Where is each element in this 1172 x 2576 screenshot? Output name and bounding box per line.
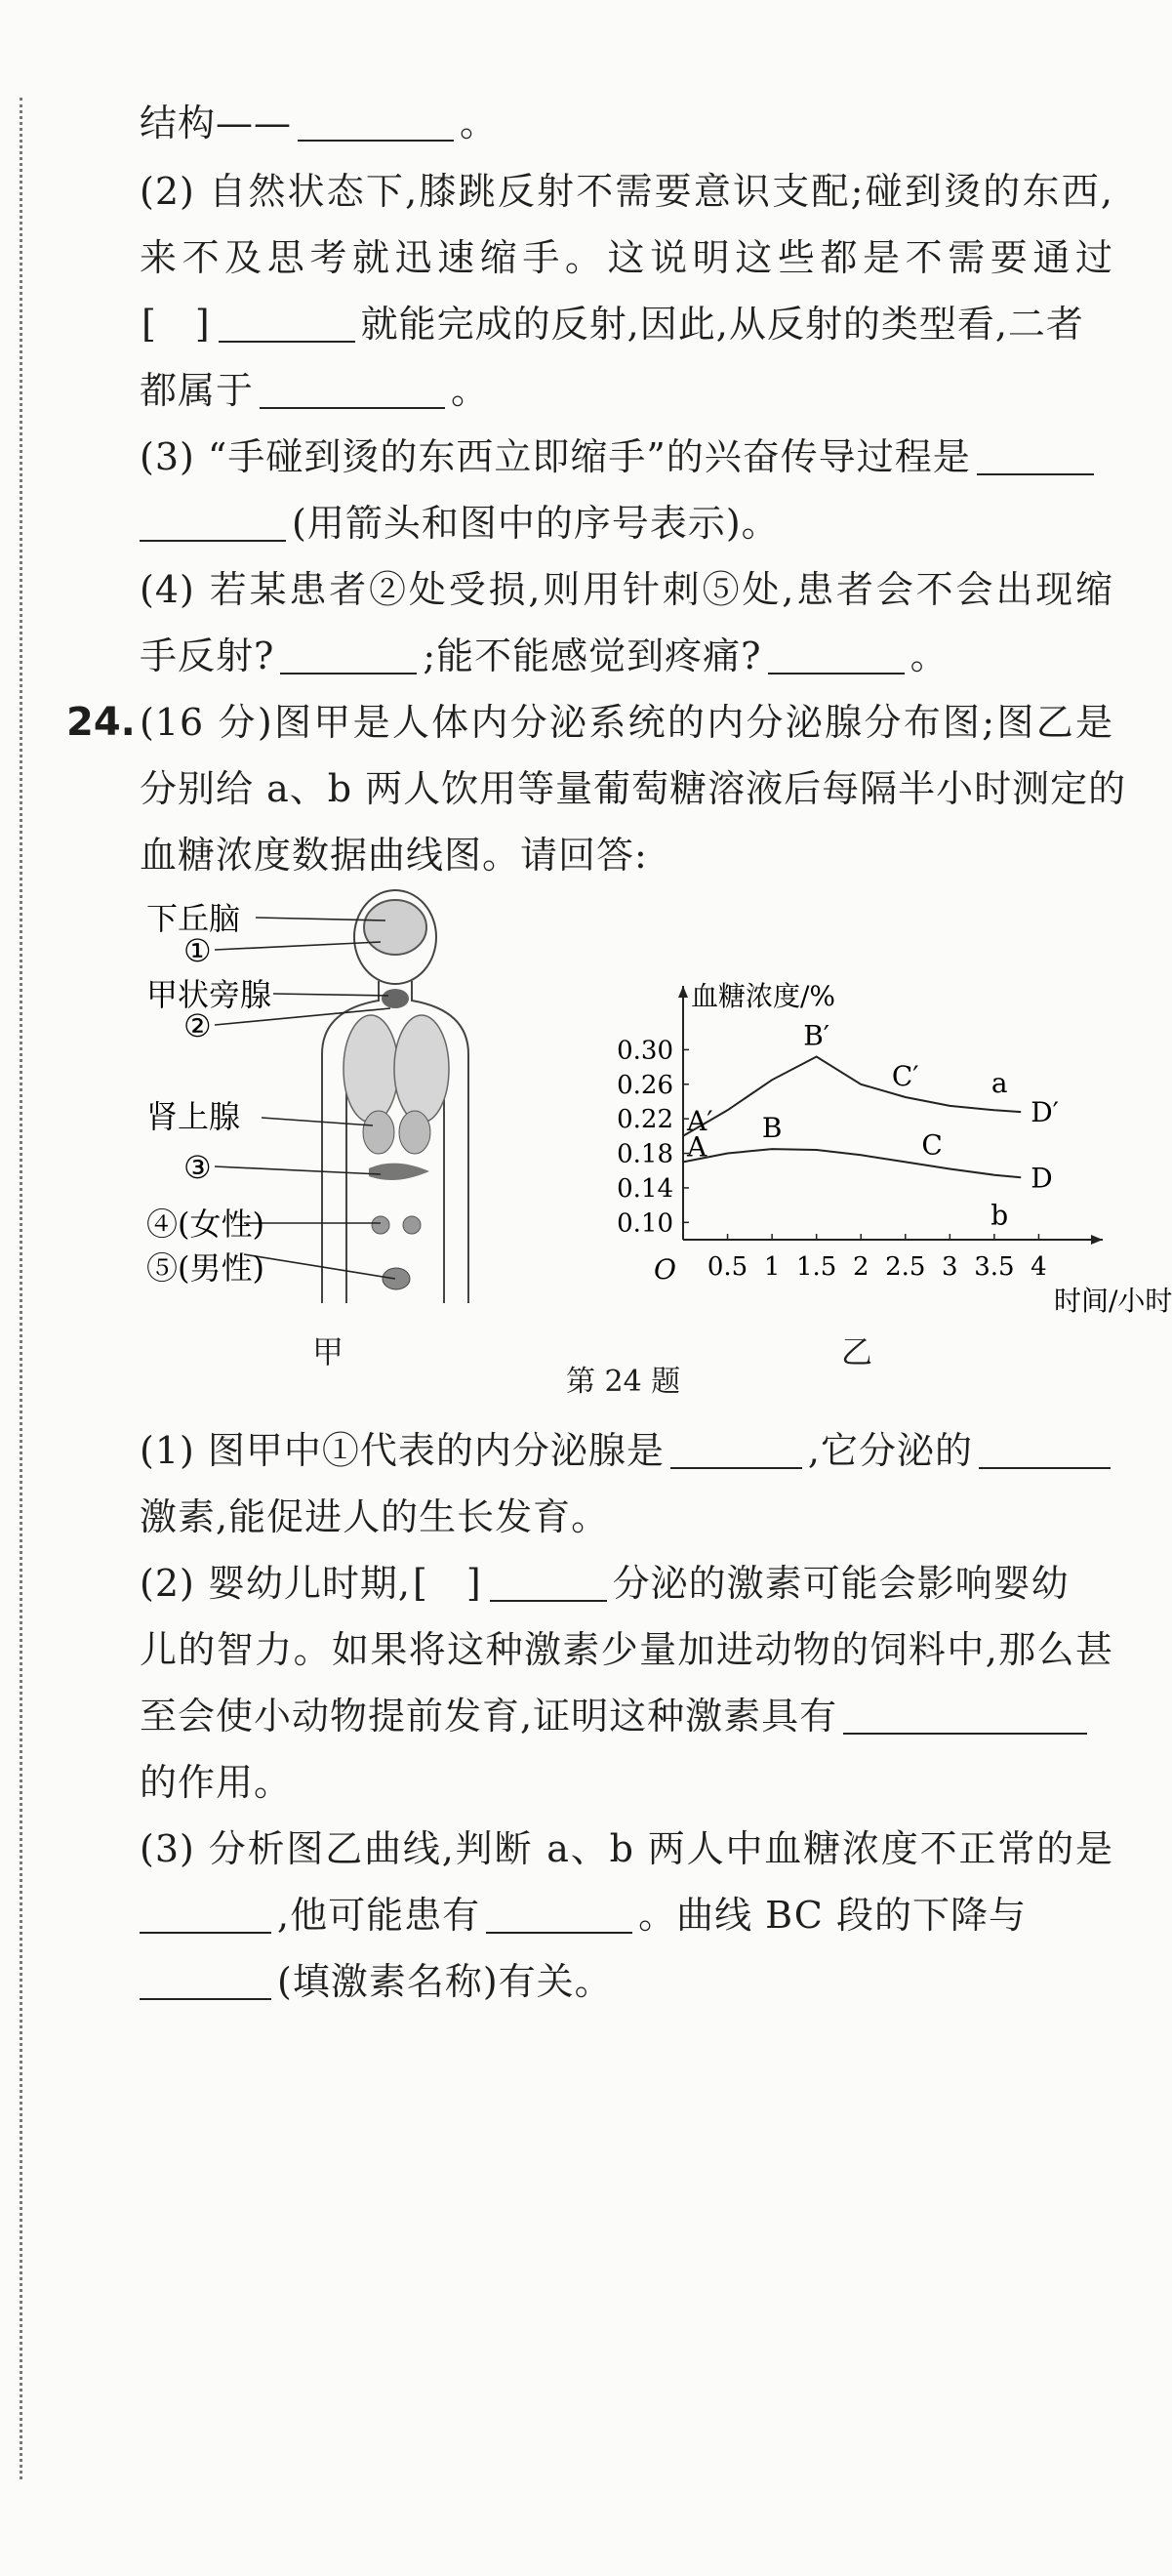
point-label: B bbox=[761, 1112, 783, 1145]
figure-yi-caption: 乙 bbox=[841, 1333, 873, 1370]
pancreas-shape bbox=[369, 1164, 429, 1180]
point-label: D′ bbox=[1031, 1096, 1060, 1129]
x-axis-arrow bbox=[1091, 1235, 1103, 1245]
q24-p3-line2: ,他可能患有 。曲线 BC 段的下降与 bbox=[140, 1890, 1113, 1941]
ovary-left bbox=[372, 1216, 389, 1234]
endocrine-gland-diagram bbox=[146, 883, 517, 1332]
label-parathyroid: 甲状旁腺 bbox=[146, 976, 272, 1013]
q23-p3-line1: (3) “手碰到烫的东西立即缩手”的兴奋传导过程是 bbox=[140, 431, 1113, 482]
label-circled-1: ① bbox=[183, 932, 212, 969]
label-adrenal: 肾上腺 bbox=[146, 1098, 241, 1135]
label-female: ④(女性) bbox=[146, 1206, 264, 1243]
series-name-label: a bbox=[990, 1067, 1008, 1100]
brain-shape bbox=[364, 900, 426, 955]
answer-blank[interactable] bbox=[298, 101, 454, 142]
q23-p3-line2: (用箭头和图中的序号表示)。 bbox=[140, 498, 1113, 549]
y-tick-label: 0.14 bbox=[617, 1173, 673, 1204]
answer-bracket[interactable]: [ ] bbox=[141, 303, 211, 346]
q24-intro-line1: (16 分)图甲是人体内分泌系统的内分泌腺分布图;图乙是 bbox=[140, 701, 1113, 744]
point-label: B′ bbox=[803, 1019, 830, 1052]
x-tick-label: 1.5 bbox=[795, 1252, 837, 1282]
answer-blank[interactable] bbox=[486, 1893, 632, 1934]
answer-blank[interactable] bbox=[768, 634, 905, 675]
answer-blank[interactable] bbox=[219, 302, 355, 343]
q23-p2-line4: 都属于 。 bbox=[140, 369, 490, 412]
y-tick-label: 0.22 bbox=[617, 1105, 673, 1135]
q24-p3-line1: (3) 分析图乙曲线,判断 a、b 两人中血糖浓度不正常的是 bbox=[140, 1827, 1113, 1870]
lung-left bbox=[344, 1015, 398, 1123]
answer-blank[interactable] bbox=[979, 1428, 1111, 1469]
kidney-left bbox=[363, 1111, 394, 1154]
q24-p2-line3: 至会使小动物提前发育,证明这种激素具有 bbox=[140, 1691, 1113, 1741]
answer-blank[interactable] bbox=[260, 368, 445, 409]
point-label: D bbox=[1031, 1162, 1053, 1195]
kidney-right bbox=[399, 1111, 430, 1154]
q24-p1-line2: 激素,能促进人的生长发育。 bbox=[140, 1495, 610, 1538]
q24-p1-line1: (1) 图甲中①代表的内分泌腺是 ,它分泌的 bbox=[140, 1425, 1113, 1476]
point-label: C′ bbox=[891, 1060, 919, 1093]
point-label: A′ bbox=[687, 1104, 713, 1137]
x-tick-label: 0.5 bbox=[707, 1252, 748, 1282]
y-tick-label: 0.26 bbox=[617, 1070, 673, 1100]
figure-jia-caption: 甲 bbox=[312, 1333, 344, 1370]
point-label: C bbox=[921, 1128, 943, 1162]
blood-glucose-chart bbox=[590, 976, 1172, 1337]
label-hypothalamus: 下丘脑 bbox=[146, 900, 241, 937]
lung-right bbox=[394, 1015, 449, 1123]
label-male: ⑤(男性) bbox=[146, 1249, 264, 1287]
ovary-right bbox=[403, 1216, 421, 1234]
x-tick-label: 1 bbox=[763, 1252, 781, 1282]
q23-p2-line3: [ ] 就能完成的反射,因此,从反射的类型看,二者 bbox=[140, 299, 1113, 349]
y-tick-label: 0.10 bbox=[617, 1208, 673, 1239]
series-line-b bbox=[683, 1149, 1021, 1177]
figure-caption: 第 24 题 bbox=[566, 1365, 681, 1399]
q24-p2-line1: (2) 婴幼儿时期,[ ] 分泌的激素可能会影响婴幼 bbox=[140, 1558, 1113, 1609]
answer-blank[interactable] bbox=[670, 1428, 802, 1469]
x-tick-label: 3 bbox=[942, 1252, 958, 1282]
label-circled-3: ③ bbox=[183, 1149, 212, 1186]
x-axis-label: 时间/小时 bbox=[1054, 1285, 1172, 1317]
q23-p4-line1: (4) 若某患者②处受损,则用针刺⑤处,患者会不会出现缩 bbox=[140, 568, 1113, 611]
y-tick-label: 0.18 bbox=[617, 1139, 673, 1169]
x-tick-label: 2 bbox=[852, 1252, 869, 1282]
q24-p3-line3: (填激素名称)有关。 bbox=[140, 1956, 1113, 2007]
y-tick-label: 0.30 bbox=[617, 1036, 673, 1066]
label-circled-2: ② bbox=[183, 1007, 212, 1044]
y-axis-arrow bbox=[678, 986, 688, 998]
series-line-a bbox=[683, 1057, 1021, 1136]
q24-p2-line4: 的作用。 bbox=[140, 1761, 293, 1804]
x-tick-label: 3.5 bbox=[974, 1252, 1015, 1282]
binding-margin-line bbox=[20, 98, 22, 2479]
answer-blank[interactable] bbox=[140, 1959, 271, 2000]
q23-p2-line1: (2) 自然状态下,膝跳反射不需要意识支配;碰到烫的东西, bbox=[140, 170, 1113, 213]
q24-intro-line3: 血糖浓度数据曲线图。请回答: bbox=[140, 834, 648, 877]
question-number: 24. bbox=[66, 700, 136, 745]
answer-bracket[interactable]: [ ] bbox=[413, 1562, 482, 1605]
answer-blank[interactable] bbox=[490, 1561, 607, 1602]
q23-line-structure: 结构—— 。 bbox=[140, 102, 499, 144]
answer-blank[interactable] bbox=[280, 634, 417, 675]
point-label: A bbox=[687, 1130, 707, 1164]
thyroid-shape bbox=[382, 989, 409, 1008]
q23-p4-line2: 手反射? ;能不能感觉到疼痛? 。 bbox=[140, 634, 949, 677]
y-axis-label: 血糖浓度/% bbox=[691, 980, 836, 1012]
x-tick-label: 4 bbox=[1031, 1252, 1047, 1282]
testis-shape bbox=[383, 1268, 410, 1289]
q23-p2-line2: 来不及思考就迅速缩手。这说明这些都是不需要通过 bbox=[140, 236, 1113, 279]
answer-blank[interactable] bbox=[843, 1694, 1087, 1735]
origin-label: O bbox=[654, 1253, 676, 1286]
answer-blank[interactable] bbox=[140, 1893, 271, 1934]
q24-intro-line2: 分别给 a、b 两人饮用等量葡萄糖溶液后每隔半小时测定的 bbox=[140, 767, 1127, 810]
x-tick-label: 2.5 bbox=[885, 1252, 926, 1282]
series-name-label: b bbox=[990, 1199, 1009, 1232]
answer-blank[interactable] bbox=[140, 501, 286, 542]
q24-p2-line2: 儿的智力。如果将这种激素少量加进动物的饲料中,那么甚 bbox=[140, 1628, 1113, 1671]
answer-blank[interactable] bbox=[977, 434, 1094, 475]
